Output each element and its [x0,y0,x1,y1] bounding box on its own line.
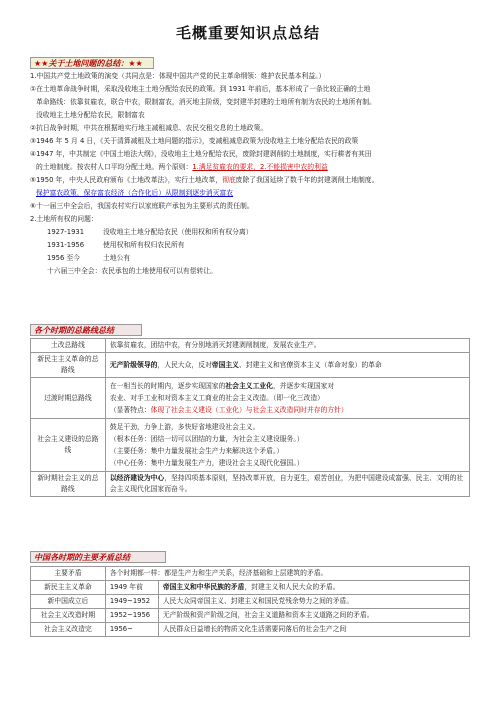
text-line: 十六届三中全会：农民承包的土地使用权可以有偿转让。 [47,267,217,275]
text-span: 在一相当长的时期内，逐步实现国家的 [109,382,226,390]
row-label: 土改总路线 [31,339,106,353]
text-span: ，坚持四项基本原则，坚持改革开放，自力更生，艰苦创业，为把中国建设成富强、民主、文明的社会主义现代化国家而奋斗。 [109,474,464,493]
bold-text: 无产阶级领导的 [109,360,158,369]
text-span: （主要任务：集中力量发展社会生产力来解决这个矛盾。） [109,447,284,455]
star-icon: ★★ [128,59,143,68]
text-span: 农业、对手工业和对资本主义工商业的社会主义改造。（即一化三改造） [109,394,324,402]
table-row [31,609,470,623]
row-text [158,581,469,595]
bold-text: 以经济建设为中心 [109,474,165,482]
period-years: 1931-1956 [47,241,85,249]
table-row [31,472,470,497]
row-time: 1956~ [105,623,158,637]
table-row [31,567,470,581]
text-span: ，人民大众，反对 [157,360,212,369]
highlight-word: 彻底 [222,176,236,184]
section-header-general-lines [30,324,142,336]
row-label: 新民主主义革命的总路线 [31,353,106,378]
text-span: ⑤1950 年，中央人民政府颁布《土地改革法》，实行土地改革， [30,176,223,184]
period-row [47,253,487,264]
star-icon: ★★ [34,59,49,68]
row-text [105,378,469,419]
text-span: ，封建主义和人民大众的矛盾。 [244,583,340,591]
text-span: 的土地制度。按农村人口平均分配土地。两个原则： [36,163,193,171]
bold-text: 帝国主义 [211,360,239,369]
text-line: ③1946 年 5 月 4 日，《关于清算减租及土地问题的指示》，变减租减息政策为没收地主土地分配给农民的政策 [30,137,359,145]
row-text: 人民大众同帝国主义、封建主义和国民党残余势力之间的矛盾。 [158,595,469,609]
highlight-principle-1: 1.满足贫雇农的要求， [192,163,260,171]
text-span: （根本任务：团结一切可以团结的力量，为社会主义建设服务。） [109,435,304,443]
highlight-principle-2: 2.不能损害中农的利益 [260,163,328,171]
text-span: （显著特点： [109,406,151,414]
period-row [47,227,487,238]
text-span: 鼓足干劲，力争上游，多快好省地建设社会主义。 [109,423,260,431]
text-line [30,175,470,186]
table-row [31,419,470,472]
period-years: 1956 至今 [47,254,81,262]
section-header-text: 中国各时期的主要矛盾总结 [34,553,130,562]
text-line: 2.土地所有权的问题： [30,215,98,223]
row-text: 人民群众日益增长的物质文化生活需要同落后的社会生产之间 [158,623,469,637]
table-row [31,339,470,353]
row-label: 社会主义建设的总路线 [31,419,106,472]
table-row [31,595,470,609]
period-desc: 没收地主土地分配给农民（使用权和所有权分离） [103,228,253,236]
bold-text: 帝国主义和中华民族的矛盾 [162,583,245,591]
text-span: ，并逐步实现国家对 [272,382,335,390]
section-header-land [30,57,154,69]
text-line [36,162,476,173]
row-label: 新时期社会主义的总路线 [31,472,106,497]
period-row [47,240,487,251]
period-years: 1927-1931 [47,228,85,236]
table-row [31,353,470,378]
table-row [31,581,470,595]
section-header-contradictions [30,551,166,563]
row-label: 过渡时期总路线 [31,378,106,419]
text-line: 革命路线：依靠贫雇农，联合中农，限制富农，消灭地主阶级，变封建半封建的土地所有制为农民的土地所有制。 [36,98,376,106]
row-label: 新中国成立后 [31,595,106,609]
row-text [105,419,469,472]
row-label: 主要矛盾 [31,567,106,581]
period-desc: 土地公有 [103,254,131,262]
row-label: 社会主义改造完 [31,623,106,637]
row-text [105,353,469,378]
section-header-text: 各个时期的总路线总结 [34,326,114,335]
text-span: （中心任务：集中力量发展生产力，建设社会主义现代化强国。） [109,459,304,467]
general-lines-table [30,338,470,497]
page-title: 毛概重要知识点总结 [175,24,320,42]
row-time: 1952~1956 [105,609,158,623]
highlight-rich-peasant: 保护富农政策，保存富农经济（合作化后）从限制到逐步消灭富农 [36,189,234,197]
row-text [105,472,469,497]
text-line: ②抗日战争时期，中共在根据地实行地主减租减息、农民交租交息的土地政策。 [30,124,268,132]
text-span: 、封建主义和官僚资本主义（革命对象）的革命 [238,360,382,369]
text-line: ⑥十一届三中全会后，我国农村实行以家庭联产承包为主要形式的责任制。 [30,202,254,210]
period-desc: 使用权和所有权归农民所有 [103,241,185,249]
text-line: ④1947 年，中共制定《中国土地法大纲》，没收地主土地分配给农民，废除封建剥削的土地制度，实行耕者有其田 [30,150,372,158]
text-line: ①在土地革命战争时期，采取没收地主土地分配给农民的政策。到 1931 年前后，基本形成了一条比较正确的土地 [30,85,371,93]
row-time: 1949 年前 [105,581,158,595]
bold-text: 社会主义工业化 [225,382,273,390]
row-label: 新民主主义革命 [31,581,106,595]
row-time: 1949~1952 [105,595,158,609]
text-span: 废除了我国延续了数千年的封建剥削土地制度。 [235,176,379,184]
highlight-feature: 体现了社会主义建设（工业化）与社会主义改造同时并存的方针） [150,406,348,414]
section-header-text: 关于土地问题的总结： [48,59,129,68]
row-text: 无产阶级和资产阶级之间，社会主义道路和资本主义道路之间的矛盾。 [158,609,469,623]
text-line: 1.中国共产党土地政策的演变（共同点是：体现中国共产党的民主革命纲领：维护农民基本利益。） [30,72,326,80]
row-text: 依靠贫雇农，团结中农，有分别地消灭封建剥削制度，发展农业生产。 [105,339,469,353]
row-label: 社会主义改造时期 [31,609,106,623]
table-row [31,623,470,637]
text-line [36,188,476,199]
contradictions-table [30,566,470,637]
text-line: 没收地主土地分配给农民，限制富农 [36,111,145,119]
row-text: 各个时期都一样：都是生产力和生产关系，经济基础和上层建筑的矛盾。 [105,567,469,581]
table-row [31,378,470,419]
